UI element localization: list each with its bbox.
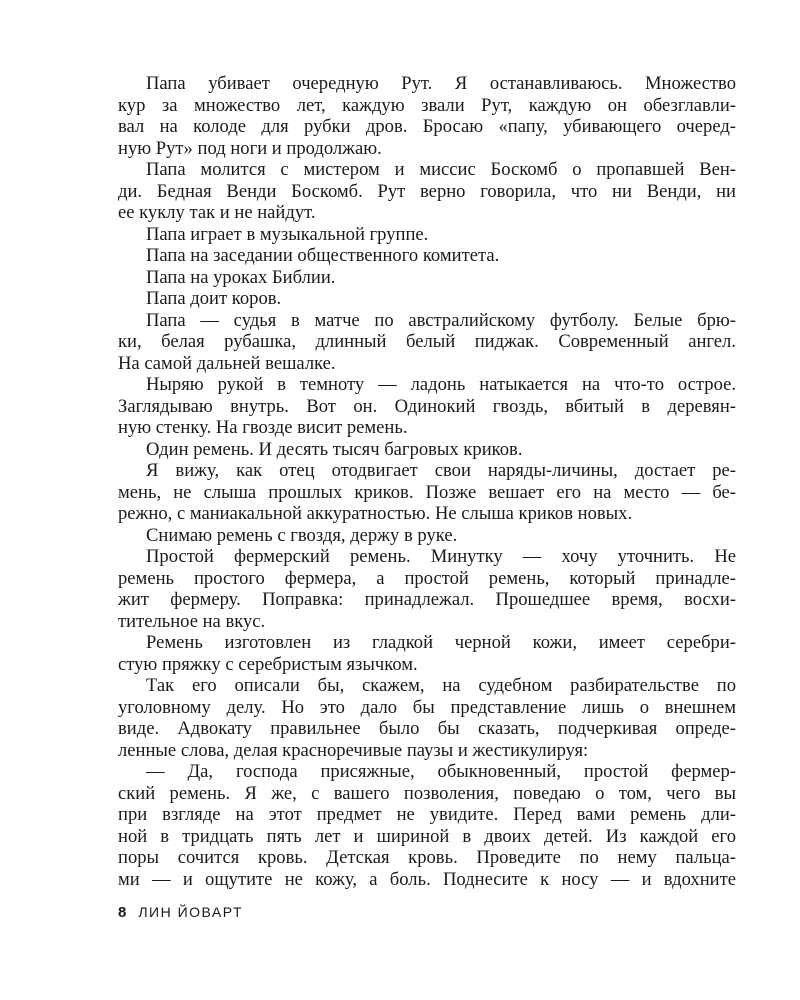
paragraph xyxy=(118,632,736,675)
text-line: ремень простого фермера, а простой ремень, который принадле- xyxy=(118,567,736,589)
text-line: тительное на вкус. xyxy=(118,610,266,632)
paragraph xyxy=(118,460,736,525)
body-text xyxy=(118,73,736,890)
paragraph xyxy=(118,245,736,267)
paragraph xyxy=(118,761,736,890)
text-line: Так его описали бы, скажем, на судебном разбирательстве по xyxy=(146,675,736,696)
paragraph xyxy=(118,525,736,547)
text-line: ее куклу так и не найдут. xyxy=(118,202,316,223)
text-line: при взгляде на этот предмет не увидите. Перед вами ремень дли- xyxy=(118,804,736,825)
text-line: вал на колоде для рубки дров. Бросаю «папу, убивающего очеред- xyxy=(118,116,736,137)
text-line: Папа молится с мистером и миссис Боскомб о пропавшей Вен- xyxy=(146,159,736,180)
text-line: стую пряжку с серебристым язычком. xyxy=(118,653,418,675)
text-line: ной в тридцать пять лет и шириной в двоих детей. Из каждой его xyxy=(118,825,736,847)
text-line: — Да, господа присяжные, обыкновенный, простой фермер- xyxy=(146,761,736,782)
paragraph xyxy=(118,73,736,159)
text-line: Ныряю рукой в темноту — ладонь натыкается на что-то острое. xyxy=(146,374,736,395)
text-line: Папа на заседании общественного комитета. xyxy=(146,245,500,266)
text-line: Один ремень. И десять тысяч багровых криков. xyxy=(146,438,523,460)
paragraph xyxy=(118,288,736,310)
text-line: виде. Адвокату правильнее было бы сказать, подчеркивая опреде- xyxy=(118,718,736,739)
text-line: На самой дальней вешалке. xyxy=(118,352,336,374)
paragraph xyxy=(118,224,736,246)
text-line: режно, с маниакальной аккуратностью. Не слыша криков новых. xyxy=(118,503,633,524)
text-line: жит фермеру. Поправка: принадлежал. Прошедшее время, восхи- xyxy=(118,589,736,610)
text-line: Заглядываю внутрь. Вот он. Одинокий гвоздь, вбитый в деревян- xyxy=(118,395,736,417)
paragraph xyxy=(118,675,736,761)
text-line: ки, белая рубашка, длинный белый пиджак. Современный ангел. xyxy=(118,331,736,352)
text-line: Папа играет в музыкальной группе. xyxy=(146,223,429,245)
text-line: ди. Бедная Венди Боскомб. Рут верно говорила, что ни Венди, ни xyxy=(118,180,736,202)
running-head-author: ЛИН ЙОВАРТ xyxy=(138,904,244,920)
paragraph xyxy=(118,310,736,375)
text-line: Я вижу, как отец отодвигает свои наряды-личины, достает ре- xyxy=(146,460,736,481)
text-line: Папа убивает очередную Рут. Я останавливаюсь. Множество xyxy=(146,73,736,94)
text-line: ми — и ощутите не кожу, а боль. Поднесите к носу — и вдохните xyxy=(118,868,736,890)
text-line: Папа — судья в матче по австралийскому футболу. Белые брю- xyxy=(146,309,736,331)
text-line: Ремень изготовлен из гладкой черной кожи, имеет серебри- xyxy=(146,632,736,653)
text-line: кур за множество лет, каждую звали Рут, каждую он обезглавли- xyxy=(118,94,736,116)
text-line: Снимаю ремень с гвоздя, держу в руке. xyxy=(146,524,458,546)
text-line: уголовному делу. Но это дало бы представление лишь о внешнем xyxy=(118,696,736,718)
text-line: Папа на уроках Библии. xyxy=(146,266,336,288)
text-line: мень, не слыша прошлых криков. Позже вешает его на место — бе- xyxy=(118,481,736,503)
text-line: ную Рут» под ноги и продолжаю. xyxy=(118,137,382,159)
text-line: ную стенку. На гвозде висит ремень. xyxy=(118,417,408,438)
text-line: Простой фермерский ремень. Минутку — хочу уточнить. Не xyxy=(146,546,736,567)
paragraph xyxy=(118,439,736,461)
paragraph xyxy=(118,374,736,439)
text-line: поры сочится кровь. Детская кровь. Проведите по нему пальца- xyxy=(118,847,736,868)
page-footer xyxy=(118,904,243,921)
text-line: ский ремень. Я же, с вашего позволения, поведаю о том, чего вы xyxy=(118,782,736,804)
paragraph xyxy=(118,546,736,632)
paragraph xyxy=(118,267,736,289)
text-line: Папа доит коров. xyxy=(146,288,282,309)
paragraph xyxy=(118,159,736,224)
page-number: 8 xyxy=(118,904,127,921)
text-line: ленные слова, делая красноречивые паузы и жестикулируя: xyxy=(118,739,589,761)
